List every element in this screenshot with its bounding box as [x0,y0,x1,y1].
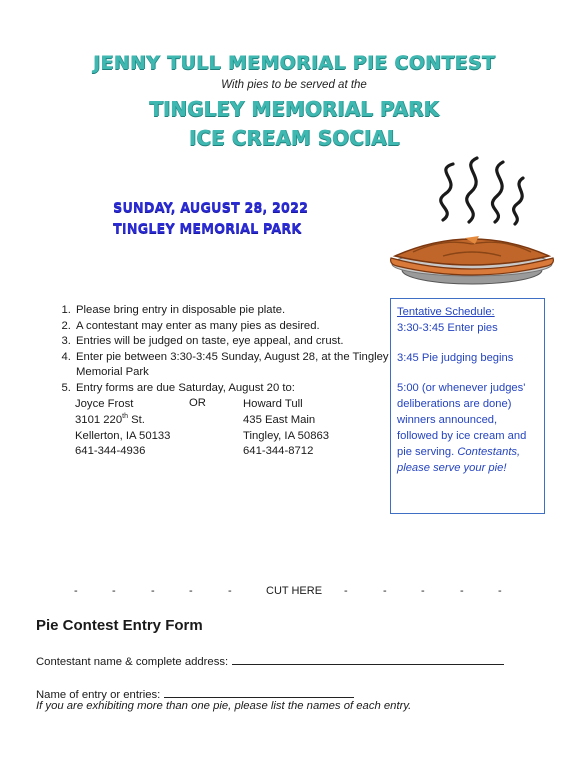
contest-title: JENNY TULL MEMORIAL PIE CONTEST [93,52,495,74]
contestant-input-line[interactable] [232,653,504,665]
entry-name-label: Name of entry or entries: [36,689,161,701]
address-name: Joyce Frost [75,398,134,410]
social-heading: ICE CREAM SOCIAL [188,126,400,150]
cut-here-label: CUT HERE [266,585,323,597]
entry-name-field [36,686,354,701]
address-howard-tull [243,397,329,460]
address-phone: 641-344-4936 [75,445,146,458]
rule-item: 2. A contestant may enter as many pies as desired. [74,319,394,335]
schedule-box [390,298,545,514]
schedule-item: 3:45 Pie judging begins [397,352,514,364]
subtitle: With pies to be served at the [221,79,367,91]
form-title: Pie Contest Entry Form [36,617,203,634]
address-city: Tingley, IA 50863 [243,429,330,442]
contestant-field [36,653,504,668]
address-city: Kellerton, IA 50133 [75,429,171,442]
rule-item: 3. Entries will be judged on taste, eye appeal, and crust. [74,334,394,350]
address-street: 3101 220th St. [75,413,145,426]
address-joyce-frost [75,397,170,460]
contestant-label: Contestant name & complete address: [36,656,229,668]
rules-list [54,303,394,396]
schedule-item: 5:00 (or whenever judges' deliberations are done) winners announced, followed by ice cream and pie serving. Contestants, please serve your pie! [397,382,527,474]
rule-item: 4. Enter pie between 3:30-3:45 Sunday, August 28, at the Tingley Memorial Park [74,350,394,381]
pie-illustration [383,152,561,290]
rule-item: 5. Entry forms are due Saturday, August 20 to: [74,381,394,397]
address-name: Howard Tull [243,398,303,410]
schedule-item: 3:30-3:45 Enter pies [397,322,498,334]
event-date: SUNDAY, AUGUST 28, 2022 [113,201,309,216]
entry-name-input-line[interactable] [164,686,354,698]
rule-item: 1. Please bring entry in disposable pie plate. [74,303,394,319]
address-street: 435 East Main [243,413,316,426]
cut-line: - - - - - CUT HERE - - - - - [74,585,502,597]
or-label: OR [189,397,206,409]
event-location: TINGLEY MEMORIAL PARK [113,222,302,237]
schedule-heading: Tentative Schedule: [397,306,495,318]
park-heading: TINGLEY MEMORIAL PARK [149,97,439,121]
form-note: If you are exhibiting more than one pie, please list the names of each entry. [36,700,412,712]
address-phone: 641-344-8712 [243,445,314,458]
